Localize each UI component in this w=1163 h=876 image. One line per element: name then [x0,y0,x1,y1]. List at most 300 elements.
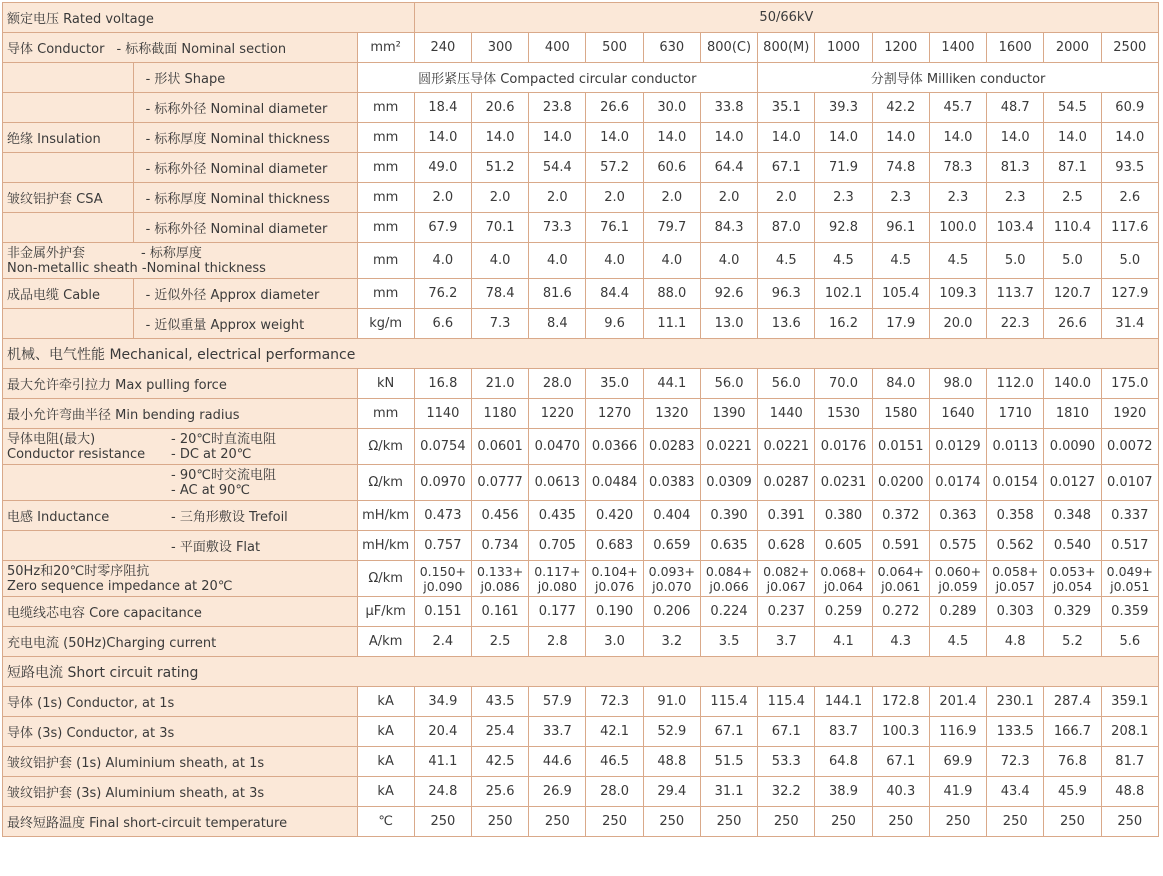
value-cell: 14.0 [758,123,815,153]
value-cell: 102.1 [815,279,872,309]
unit-cell: mm [357,399,414,429]
inductance-flat-row [3,531,1159,561]
value-cell: 28.0 [586,777,643,807]
value-cell: 28.0 [529,369,586,399]
row-label: - 标称外径 Nominal diameter [133,153,357,183]
value-cell: 78.4 [471,279,528,309]
value-cell: 70.0 [815,369,872,399]
short-circuit-section-title: 短路电流 Short circuit rating [3,657,1159,687]
value-cell: 0.0113 [987,429,1044,465]
dimension-row [3,93,1159,123]
value-cell: 0.359 [1101,597,1158,627]
mechanical-section [3,339,1159,369]
value-cell: 0.348 [1044,501,1101,531]
value-cell: 115.4 [700,687,757,717]
section-size-cell: 2000 [1044,33,1101,63]
impedance-value-cell: 0.093+ j0.070 [643,561,700,597]
value-cell: 4.0 [529,243,586,279]
value-cell: 45.7 [929,93,986,123]
value-cell: 0.540 [1044,531,1101,561]
value-cell: 100.0 [929,213,986,243]
value-cell: 79.7 [643,213,700,243]
value-cell: 4.5 [929,243,986,279]
value-cell: 250 [586,807,643,837]
value-cell: 0.0470 [529,429,586,465]
value-cell: 70.1 [471,213,528,243]
unit-cell: ℃ [357,807,414,837]
value-cell: 4.0 [643,243,700,279]
unit-cell: kA [357,747,414,777]
value-cell: 5.0 [1101,243,1158,279]
value-cell: 7.3 [471,309,528,339]
value-cell: 1270 [586,399,643,429]
inductance-label: - 平面敷设 Flat [3,531,358,561]
resistance-label: - 90℃时交流电阻 - AC at 90℃ [3,465,358,501]
value-cell: 0.224 [700,597,757,627]
value-cell: 87.1 [1044,153,1101,183]
value-cell: 115.4 [758,687,815,717]
value-cell: 84.4 [586,279,643,309]
value-cell: 0.0127 [1044,465,1101,501]
value-cell: 0.358 [987,501,1044,531]
value-cell: 0.575 [929,531,986,561]
value-cell: 30.0 [643,93,700,123]
value-cell: 71.9 [815,153,872,183]
impedance-value-cell: 0.117+ j0.080 [529,561,586,597]
unit-cell: mm [357,213,414,243]
value-cell: 33.7 [529,717,586,747]
value-cell: 57.9 [529,687,586,717]
value-cell: 175.0 [1101,369,1158,399]
rated-voltage-row [3,3,1159,33]
value-cell: 96.3 [758,279,815,309]
unit-cell: kA [357,777,414,807]
unit-cell: kA [357,687,414,717]
value-cell: 20.4 [414,717,471,747]
value-cell: 0.0129 [929,429,986,465]
value-cell: 0.473 [414,501,471,531]
unit-cell: mm [357,279,414,309]
value-cell: 2.5 [1044,183,1101,213]
value-cell: 0.0107 [1101,465,1158,501]
value-cell: 5.0 [987,243,1044,279]
value-cell: 53.3 [758,747,815,777]
short-circuit-row [3,807,1159,837]
value-cell: 0.0484 [586,465,643,501]
rated-voltage-value: 50/66kV [414,3,1158,33]
value-cell: 0.177 [529,597,586,627]
section-size-cell: 240 [414,33,471,63]
value-cell: 250 [643,807,700,837]
value-cell: 2.8 [529,627,586,657]
value-cell: 84.0 [872,369,929,399]
value-cell: 2.0 [700,183,757,213]
value-cell: 0.0309 [700,465,757,501]
value-cell: 76.1 [586,213,643,243]
value-cell: 92.6 [700,279,757,309]
value-cell: 2.3 [929,183,986,213]
value-cell: 250 [1044,807,1101,837]
value-cell: 2.3 [815,183,872,213]
value-cell: 14.0 [414,123,471,153]
value-cell: 14.0 [1101,123,1158,153]
value-cell: 43.4 [987,777,1044,807]
value-cell: 0.404 [643,501,700,531]
mechanical-row [3,399,1159,429]
value-cell: 69.9 [929,747,986,777]
value-cell: 1530 [815,399,872,429]
value-cell: 250 [929,807,986,837]
shape-label: - 形状 Shape [133,63,357,93]
value-cell: 0.372 [872,501,929,531]
section-size-cell: 300 [471,33,528,63]
value-cell: 38.9 [815,777,872,807]
value-cell: 0.0777 [471,465,528,501]
impedance-value-cell: 0.060+ j0.059 [929,561,986,597]
impedance-value-cell: 0.068+ j0.064 [815,561,872,597]
value-cell: 4.3 [872,627,929,657]
short-circuit-row [3,777,1159,807]
value-cell: 9.6 [586,309,643,339]
value-cell: 26.6 [586,93,643,123]
spec-table-container [2,2,1159,837]
value-cell: 0.683 [586,531,643,561]
value-cell: 31.1 [700,777,757,807]
value-cell: 103.4 [987,213,1044,243]
value-cell: 0.0970 [414,465,471,501]
value-cell: 2.6 [1101,183,1158,213]
impedance-value-cell: 0.053+ j0.054 [1044,561,1101,597]
row-label: - 近似外径 Approx diameter [133,279,357,309]
value-cell: 4.0 [700,243,757,279]
value-cell: 42.5 [471,747,528,777]
value-cell: 3.5 [700,627,757,657]
value-cell: 98.0 [929,369,986,399]
unit-cell: A/km [357,627,414,657]
value-cell: 13.0 [700,309,757,339]
rated-voltage-label: 额定电压 Rated voltage [3,3,415,33]
section-size-cell: 500 [586,33,643,63]
impedance-value-cell: 0.058+ j0.057 [987,561,1044,597]
short-circuit-section [3,657,1159,687]
group-label: 皱纹铝护套 CSA [3,183,134,213]
value-cell: 81.3 [987,153,1044,183]
value-cell: 287.4 [1044,687,1101,717]
value-cell: 4.5 [815,243,872,279]
value-cell: 8.4 [529,309,586,339]
unit-cell: kA [357,717,414,747]
value-cell: 0.705 [529,531,586,561]
value-cell: 5.0 [1044,243,1101,279]
value-cell: 72.3 [987,747,1044,777]
value-cell: 48.8 [1101,777,1158,807]
value-cell: 0.303 [987,597,1044,627]
group-label [3,309,134,339]
cable-row [3,309,1159,339]
value-cell: 250 [987,807,1044,837]
value-cell: 0.0613 [529,465,586,501]
value-cell: 2.0 [529,183,586,213]
value-cell: 34.9 [414,687,471,717]
value-cell: 0.0154 [987,465,1044,501]
value-cell: 96.1 [872,213,929,243]
unit-cell: mH/km [357,501,414,531]
value-cell: 250 [1101,807,1158,837]
value-cell: 0.0090 [1044,429,1101,465]
value-cell: 64.4 [700,153,757,183]
value-cell: 0.628 [758,531,815,561]
value-cell: 4.0 [471,243,528,279]
value-cell: 16.2 [815,309,872,339]
value-cell: 0.659 [643,531,700,561]
unit-cell: mm [357,243,414,279]
value-cell: 48.8 [643,747,700,777]
value-cell: 42.2 [872,93,929,123]
value-cell: 72.3 [586,687,643,717]
shape-compacted: 圆形紧压导体 Compacted circular conductor [357,63,758,93]
value-cell: 54.4 [529,153,586,183]
value-cell: 11.1 [643,309,700,339]
value-cell: 39.3 [815,93,872,123]
row-label: 皱纹铝护套 (3s) Aluminium sheath, at 3s [3,777,358,807]
inductance-label: 电感 Inductance - 三角形敷设 Trefoil [3,501,358,531]
value-cell: 14.0 [586,123,643,153]
value-cell: 52.9 [643,717,700,747]
value-cell: 20.0 [929,309,986,339]
value-cell: 67.9 [414,213,471,243]
value-cell: 83.7 [815,717,872,747]
value-cell: 3.2 [643,627,700,657]
dimension-row [3,153,1159,183]
nonmetallic-sheath-label: 非金属外护套 - 标称厚度 Non-metallic sheath -Nominal thickness [3,243,358,279]
value-cell: 44.6 [529,747,586,777]
value-cell: 14.0 [872,123,929,153]
impedance-value-cell: 0.104+ j0.076 [586,561,643,597]
value-cell: 18.4 [414,93,471,123]
value-cell: 0.0283 [643,429,700,465]
section-size-cell: 1400 [929,33,986,63]
short-circuit-row [3,687,1159,717]
impedance-value-cell: 0.049+ j0.051 [1101,561,1158,597]
value-cell: 76.8 [1044,747,1101,777]
value-cell: 41.1 [414,747,471,777]
row-label: 最小允许弯曲半径 Min bending radius [3,399,358,429]
value-cell: 0.562 [987,531,1044,561]
value-cell: 4.8 [987,627,1044,657]
value-cell: 250 [815,807,872,837]
value-cell: 1320 [643,399,700,429]
value-cell: 14.0 [529,123,586,153]
value-cell: 1180 [471,399,528,429]
value-cell: 14.0 [987,123,1044,153]
value-cell: 105.4 [872,279,929,309]
value-cell: 0.635 [700,531,757,561]
value-cell: 23.8 [529,93,586,123]
mechanical-row [3,369,1159,399]
value-cell: 4.5 [872,243,929,279]
unit-cell: μF/km [357,597,414,627]
resistance-label: 导体电阻(最大) - 20℃时直流电阻 Conductor resistance - DC at 20℃ [3,429,358,465]
value-cell: 0.0601 [471,429,528,465]
value-cell: 0.0287 [758,465,815,501]
value-cell: 0.0383 [643,465,700,501]
group-label [3,213,134,243]
value-cell: 32.2 [758,777,815,807]
dimension-row [3,123,1159,153]
value-cell: 16.8 [414,369,471,399]
value-cell: 35.0 [586,369,643,399]
value-cell: 24.8 [414,777,471,807]
value-cell: 21.0 [471,369,528,399]
row-label: - 标称厚度 Nominal thickness [133,123,357,153]
inductance-trefoil-row [3,501,1159,531]
value-cell: 0.363 [929,501,986,531]
unit-cell: Ω/km [357,429,414,465]
conductor-section-label [3,33,358,63]
value-cell: 45.9 [1044,777,1101,807]
value-cell: 48.7 [987,93,1044,123]
value-cell: 60.9 [1101,93,1158,123]
value-cell: 3.0 [586,627,643,657]
value-cell: 1440 [758,399,815,429]
value-cell: 140.0 [1044,369,1101,399]
value-cell: 1390 [700,399,757,429]
value-cell: 14.0 [700,123,757,153]
value-cell: 93.5 [1101,153,1158,183]
value-cell: 2.0 [471,183,528,213]
value-cell: 3.7 [758,627,815,657]
value-cell: 25.4 [471,717,528,747]
value-cell: 100.3 [872,717,929,747]
value-cell: 22.3 [987,309,1044,339]
value-cell: 87.0 [758,213,815,243]
value-cell: 2.3 [987,183,1044,213]
value-cell: 0.0221 [700,429,757,465]
value-cell: 35.1 [758,93,815,123]
value-cell: 117.6 [1101,213,1158,243]
short-circuit-row [3,717,1159,747]
value-cell: 81.7 [1101,747,1158,777]
impedance-value-cell: 0.064+ j0.061 [872,561,929,597]
value-cell: 1810 [1044,399,1101,429]
value-cell: 46.5 [586,747,643,777]
unit-cell: mH/km [357,531,414,561]
value-cell: 5.2 [1044,627,1101,657]
value-cell: 1580 [872,399,929,429]
value-cell: 2.4 [414,627,471,657]
unit-cell: mm [357,153,414,183]
value-cell: 29.4 [643,777,700,807]
nonmetallic-sheath-row [3,243,1159,279]
value-cell: 250 [471,807,528,837]
value-cell: 64.8 [815,747,872,777]
value-cell: 0.420 [586,501,643,531]
value-cell: 0.0754 [414,429,471,465]
value-cell: 73.3 [529,213,586,243]
value-cell: 67.1 [758,717,815,747]
value-cell: 127.9 [1101,279,1158,309]
value-cell: 6.6 [414,309,471,339]
value-cell: 56.0 [700,369,757,399]
value-cell: 0.380 [815,501,872,531]
value-cell: 5.6 [1101,627,1158,657]
shape-milliken: 分割导体 Milliken conductor [758,63,1159,93]
value-cell: 120.7 [1044,279,1101,309]
value-cell: 49.0 [414,153,471,183]
impedance-value-cell: 0.082+ j0.067 [758,561,815,597]
section-size-cell: 2500 [1101,33,1158,63]
value-cell: 51.5 [700,747,757,777]
value-cell: 74.8 [872,153,929,183]
value-cell: 359.1 [1101,687,1158,717]
value-cell: 40.3 [872,777,929,807]
value-cell: 0.0200 [872,465,929,501]
value-cell: 0.237 [758,597,815,627]
section-size-cell: 1600 [987,33,1044,63]
value-cell: 78.3 [929,153,986,183]
value-cell: 67.1 [700,717,757,747]
value-cell: 116.9 [929,717,986,747]
value-cell: 67.1 [872,747,929,777]
value-cell: 4.0 [414,243,471,279]
value-cell: 2.0 [643,183,700,213]
group-label [3,153,134,183]
resistance-ac-row [3,465,1159,501]
value-cell: 250 [529,807,586,837]
value-cell: 0.259 [815,597,872,627]
section-size-cell: 630 [643,33,700,63]
value-cell: 0.337 [1101,501,1158,531]
value-cell: 230.1 [987,687,1044,717]
row-label: 导体 (3s) Conductor, at 3s [3,717,358,747]
row-label: - 标称厚度 Nominal thickness [133,183,357,213]
value-cell: 84.3 [700,213,757,243]
value-cell: 0.0176 [815,429,872,465]
value-cell: 13.6 [758,309,815,339]
value-cell: 0.0174 [929,465,986,501]
value-cell: 109.3 [929,279,986,309]
value-cell: 43.5 [471,687,528,717]
value-cell: 1920 [1101,399,1158,429]
value-cell: 88.0 [643,279,700,309]
value-cell: 250 [700,807,757,837]
value-cell: 172.8 [872,687,929,717]
unit-cell: Ω/km [357,465,414,501]
value-cell: 67.1 [758,153,815,183]
group-label [3,93,134,123]
value-cell: 1710 [987,399,1044,429]
value-cell: 250 [414,807,471,837]
row-label: - 近似重量 Approx weight [133,309,357,339]
value-cell: 0.329 [1044,597,1101,627]
value-cell: 2.0 [758,183,815,213]
value-cell: 42.1 [586,717,643,747]
section-size-cell: 400 [529,33,586,63]
impedance-label: 50Hz和20℃时零序阻抗 Zero sequence impedance at 20℃ [3,561,358,597]
value-cell: 0.0072 [1101,429,1158,465]
value-cell: 0.0231 [815,465,872,501]
value-cell: 92.8 [815,213,872,243]
value-cell: 0.456 [471,501,528,531]
value-cell: 44.1 [643,369,700,399]
value-cell: 201.4 [929,687,986,717]
row-label: 皱纹铝护套 (1s) Aluminium sheath, at 1s [3,747,358,777]
value-cell: 2.0 [414,183,471,213]
value-cell: 166.7 [1044,717,1101,747]
value-cell: 2.0 [586,183,643,213]
value-cell: 51.2 [471,153,528,183]
value-cell: 76.2 [414,279,471,309]
